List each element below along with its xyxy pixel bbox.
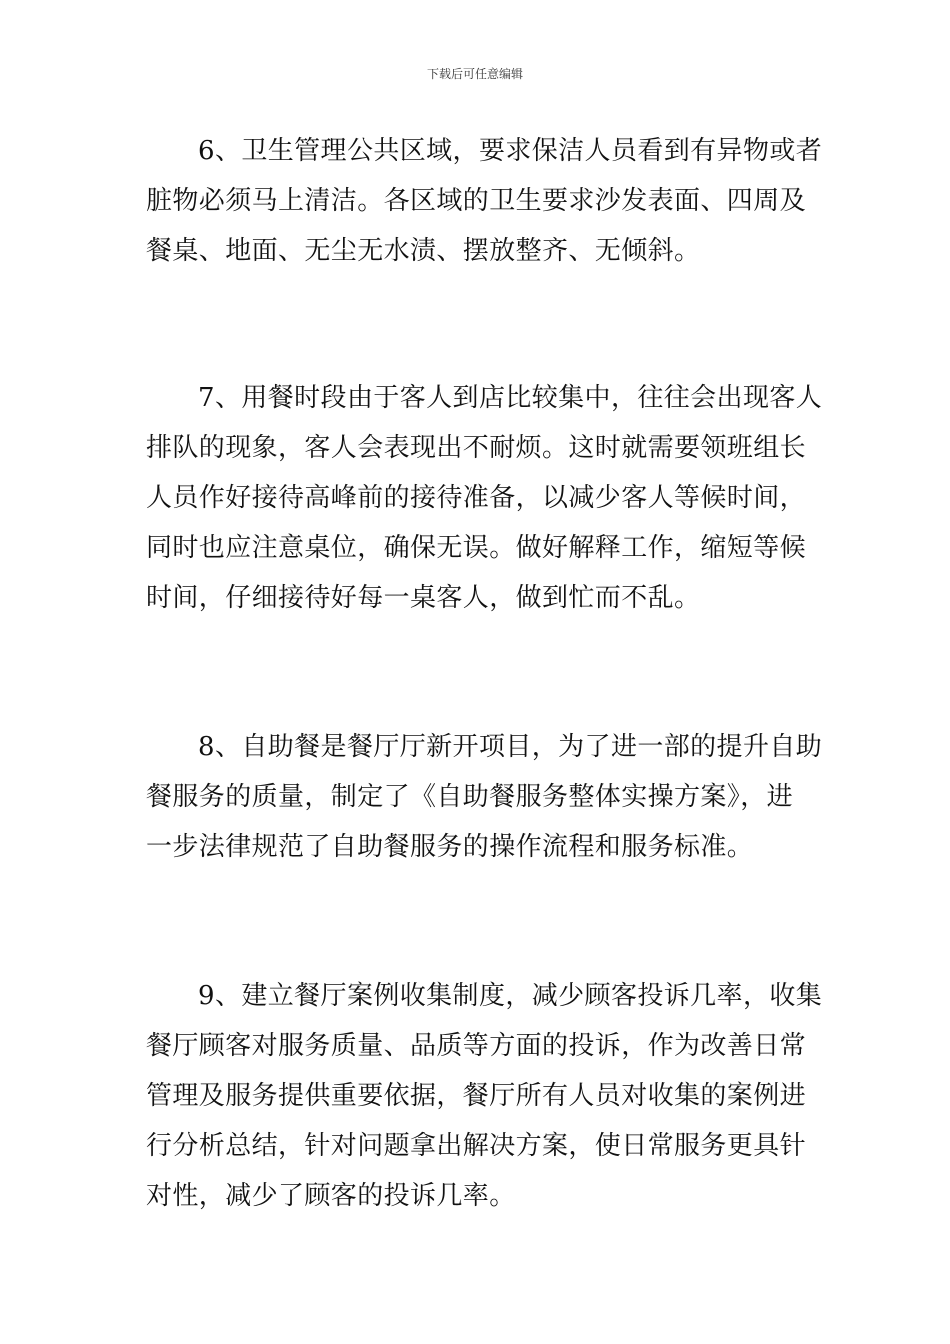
paragraph-line: 餐桌、地面、无尘无水渍、摆放整齐、无倾斜。 — [146, 236, 701, 266]
paragraph-line: 对性，减少了顾客的投诉几率。 — [146, 1181, 516, 1211]
paragraph-line: 人员作好接待高峰前的接待准备，以减少客人等候时间， — [146, 483, 807, 513]
paragraph-8 — [146, 722, 823, 872]
page-header: 下载后可任意编辑 — [426, 67, 523, 81]
paragraph-line: 一步法律规范了自助餐服务的操作流程和服务标准。 — [146, 832, 754, 862]
paragraph-line: 管理及服务提供重要依据，餐厅所有人员对收集的案例进 — [146, 1081, 807, 1111]
paragraph-line: 时间，仔细接待好每一桌客人，做到忙而不乱。 — [146, 583, 701, 613]
paragraph-7 — [146, 373, 823, 623]
paragraph-line: 8、自助餐是餐厅厅新开项目，为了进一部的提升自助 — [198, 732, 823, 762]
paragraph-line: 6、卫生管理公共区域，要求保洁人员看到有异物或者 — [198, 136, 823, 166]
paragraph-9 — [146, 971, 823, 1221]
paragraph-line: 9、建立餐厅案例收集制度，减少顾客投诉几率，收集 — [198, 981, 823, 1011]
paragraph-line: 7、用餐时段由于客人到店比较集中，往往会出现客人 — [198, 383, 823, 413]
paragraph-line: 行分析总结，针对问题拿出解决方案，使日常服务更具针 — [146, 1131, 807, 1161]
paragraph-line: 同时也应注意桌位，确保无误。做好解释工作，缩短等候 — [146, 533, 807, 563]
paragraph-line: 排队的现象，客人会表现出不耐烦。这时就需要领班组长 — [146, 433, 807, 463]
paragraph-line: 餐厅顾客对服务质量、品质等方面的投诉，作为改善日常 — [146, 1031, 807, 1061]
paragraph-line: 脏物必须马上清洁。各区域的卫生要求沙发表面、四周及 — [146, 186, 807, 216]
paragraph-6 — [146, 126, 823, 276]
paragraph-line: 餐服务的质量，制定了《自助餐服务整体实操方案》，进 — [146, 782, 794, 812]
